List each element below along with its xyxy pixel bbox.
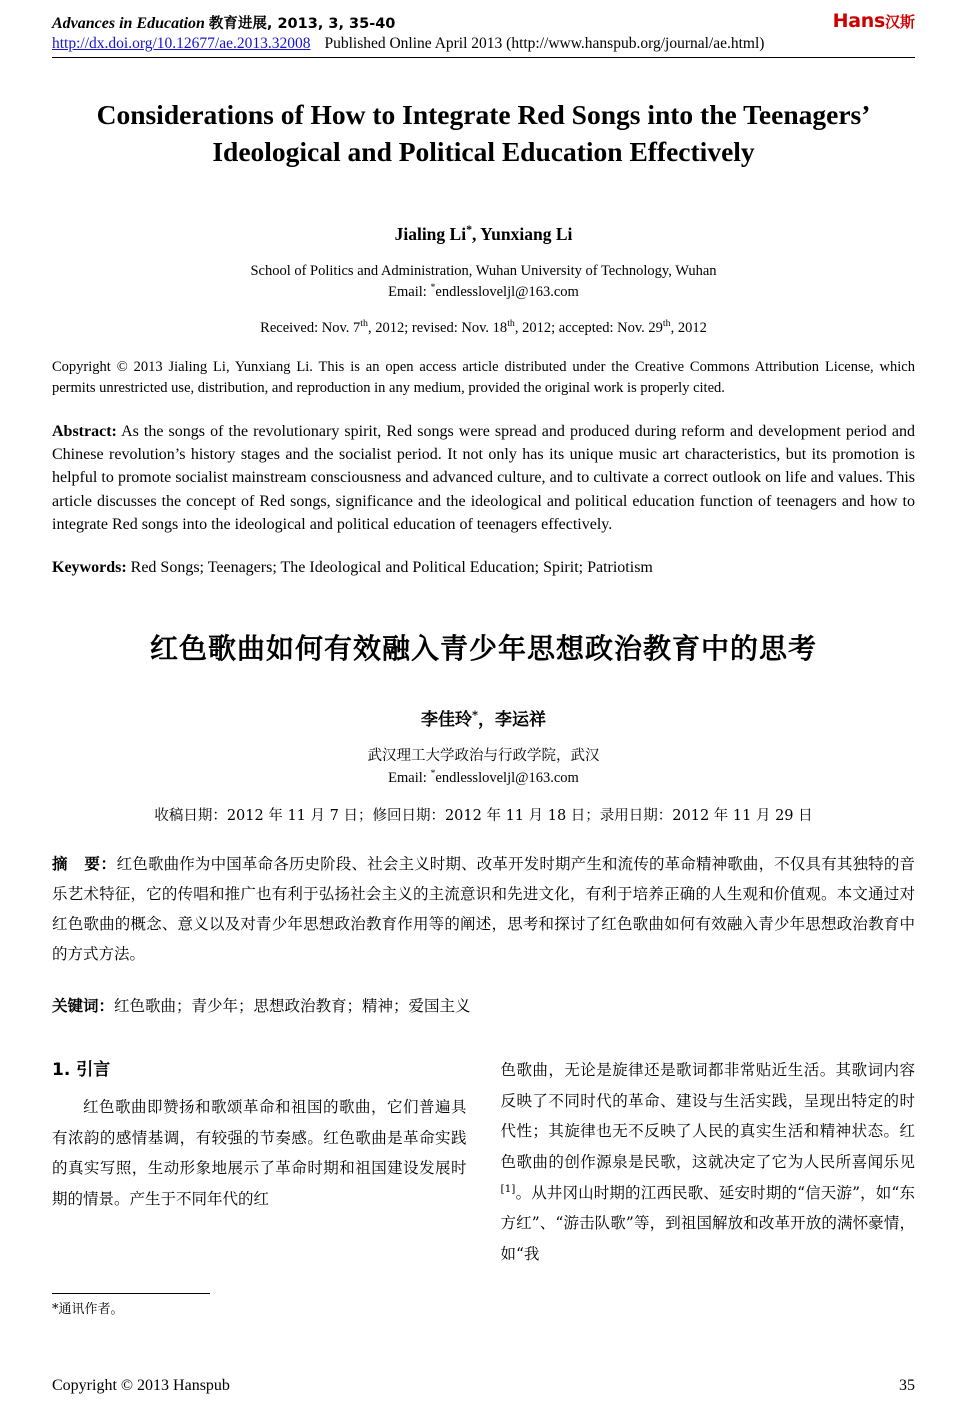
dates-tail: , 2012 bbox=[670, 320, 707, 337]
citation-reference-1[interactable]: [1] bbox=[500, 1182, 516, 1195]
revised-label: , 2012; revised: Nov. 18 bbox=[367, 320, 508, 337]
keywords-en-label: Keywords: bbox=[52, 558, 127, 576]
affiliation-cn-block bbox=[52, 746, 915, 790]
keywords-cn-label: 关键词： bbox=[52, 996, 115, 1015]
footnote-block bbox=[52, 1283, 467, 1317]
section-heading-1: 1. 引言 bbox=[52, 1059, 111, 1080]
email-footnote-marker: * bbox=[430, 282, 436, 293]
author-name-cn-1: 李佳玲 bbox=[420, 710, 472, 731]
accepted-sup: th bbox=[662, 318, 671, 330]
affiliation-en: School of Politics and Administration, Wuhan University of Technology, Wuhan bbox=[250, 263, 717, 280]
keywords-en-text: Red Songs; Teenagers; The Ideological and Political Education; Spirit; Patriotism bbox=[126, 558, 653, 576]
doi-link[interactable]: http://dx.doi.org/10.12677/ae.2013.32008 bbox=[52, 35, 311, 52]
journal-doi-line bbox=[52, 35, 915, 53]
right-col-text-part2: 。从井冈山时期的江西民歌、延安时期的“信天游”，如“东方红”、“游击队歌”等，到祖国解放和改革开放的满怀豪情，如“我 bbox=[500, 1183, 915, 1264]
journal-name: Advances in Education bbox=[52, 15, 205, 32]
email-cn-line bbox=[52, 768, 915, 790]
journal-name-cn: 教育进展 bbox=[208, 16, 267, 32]
authors-en bbox=[52, 224, 915, 245]
affiliation-en-block bbox=[52, 261, 915, 302]
received-label: Received: Nov. 7 bbox=[260, 320, 361, 337]
footer-copyright: Copyright © 2013 Hanspub bbox=[52, 1377, 230, 1394]
email-en: endlessloveljl@163.com bbox=[435, 283, 579, 300]
publisher-logo-text: Hans bbox=[832, 10, 885, 32]
header-divider bbox=[52, 57, 915, 58]
abstract-en-text: As the songs of the revolutionary spirit, Red songs were spread and produced during reform and development period and Chinese revolution’s history stages and the socialist period. It not only has its unique music art characteristics, but its promotion is helpful to promote socialist mainstream consciousness and advanced culture, and to cultivate a correct outlook on life and values. This article discusses the concept of Red songs, significance and the ideological and political education function of teenagers and how to integrate Red songs into the ideological and political education of teenagers effectively. bbox=[52, 423, 915, 533]
published-online-text: Published Online April 2013 (http://www.hanspub.org/journal/ae.html) bbox=[324, 35, 765, 52]
column-left bbox=[52, 1055, 467, 1317]
keywords-cn bbox=[52, 992, 915, 1021]
abstract-cn bbox=[52, 849, 915, 970]
abstract-cn-text: 红色歌曲作为中国革命各历史阶段、社会主义时期、改革开发时期产生和流传的革命精神歌曲，不仅具有其独特的音乐艺术特征，它的传唱和推广也有利于弘扬社会主义的主流意识和先进文化，有利于培养正确的人生观和价值观。本文通过对红色歌曲的概念、意义以及对青少年思想政治教育作用等的阐述，思考和探讨了红色歌曲如何有效融入青少年思想政治教育中的方式方法。 bbox=[52, 854, 915, 964]
page-number: 35 bbox=[899, 1377, 915, 1394]
column-right bbox=[501, 1055, 916, 1317]
author-name-cn-2: ，李运祥 bbox=[478, 710, 547, 731]
email-label-cn: Email: bbox=[388, 769, 431, 786]
abstract-cn-label: 摘 要： bbox=[52, 854, 117, 873]
revised-sup: th bbox=[507, 318, 515, 330]
page-title-cn: 红色歌曲如何有效融入青少年思想政治教育中的思考 bbox=[149, 632, 817, 666]
publisher-logo-text-cn: 汉斯 bbox=[884, 13, 915, 31]
page-footer bbox=[52, 1377, 915, 1395]
journal-identity-line bbox=[52, 12, 915, 33]
column-right-body bbox=[501, 1055, 916, 1270]
footnote-divider bbox=[52, 1293, 210, 1294]
section-1-body bbox=[52, 1092, 467, 1215]
publisher-logo bbox=[833, 10, 915, 32]
email-cn-footnote-marker: * bbox=[430, 768, 436, 780]
dates-cn: 收稿日期：2012 年 11 月 7 日；修回日期：2012 年 11 月 18 日；录用日期：2012 年 11 月 29 日 bbox=[154, 807, 813, 824]
paragraph: 红色歌曲即赞扬和歌颂革命和祖国的歌曲，它们普遍具有浓韵的感情基调，有较强的节奏感。红色歌曲是革命实践的真实写照，生动形象地展示了革命时期和祖国建设发展时期的情景。产生于不同年代的红 bbox=[52, 1097, 467, 1208]
affiliation-cn: 武汉理工大学政治与行政学院，武汉 bbox=[367, 748, 600, 765]
author-name-2: , Yunxiang Li bbox=[472, 224, 573, 245]
journal-header bbox=[52, 10, 915, 58]
email-label-en: Email: bbox=[388, 283, 431, 300]
email-cn: endlessloveljl@163.com bbox=[435, 769, 579, 786]
keywords-cn-text: 红色歌曲；青少年；思想政治教育；精神；爱国主义 bbox=[114, 996, 471, 1015]
abstract-en bbox=[52, 420, 915, 536]
author-footnote-marker: * bbox=[466, 222, 473, 237]
accepted-label: , 2012; accepted: Nov. 29 bbox=[514, 320, 663, 337]
received-sup: th bbox=[360, 318, 368, 330]
author-name-1: Jialing Li bbox=[394, 224, 467, 245]
body-columns bbox=[52, 1055, 915, 1317]
journal-issue-info: , 2013, 3, 35-40 bbox=[266, 16, 396, 32]
copyright-license-note: Copyright © 2013 Jialing Li, Yunxiang Li. This is an open access article distributed under the Creative Commons Attribution License, which permits unrestricted use, distribution, and reproduction in any medium, provided the original work is properly cited. bbox=[52, 359, 915, 396]
paragraph bbox=[501, 1055, 916, 1270]
author-cn-footnote-marker: * bbox=[471, 707, 479, 722]
authors-cn bbox=[52, 705, 915, 730]
dates-en bbox=[52, 320, 915, 337]
page-title: Considerations of How to Integrate Red Songs into the Teenagers’ Ideological and Political Education Effectively bbox=[96, 99, 871, 168]
keywords-en bbox=[52, 556, 915, 579]
email-en-line bbox=[52, 282, 915, 303]
footnote-text: *通讯作者。 bbox=[52, 1301, 124, 1317]
right-col-text-part1: 色歌曲，无论是旋律还是歌词都非常贴近生活。其歌词内容反映了不同时代的革命、建设与生活实践，呈现出特定的时代性；其旋律也无不反映了人民的真实生活和精神状态。红色歌曲的创作源泉是民歌，这就决定了它为人民所喜闻乐见 bbox=[500, 1060, 915, 1171]
abstract-en-label: Abstract: bbox=[52, 423, 117, 440]
